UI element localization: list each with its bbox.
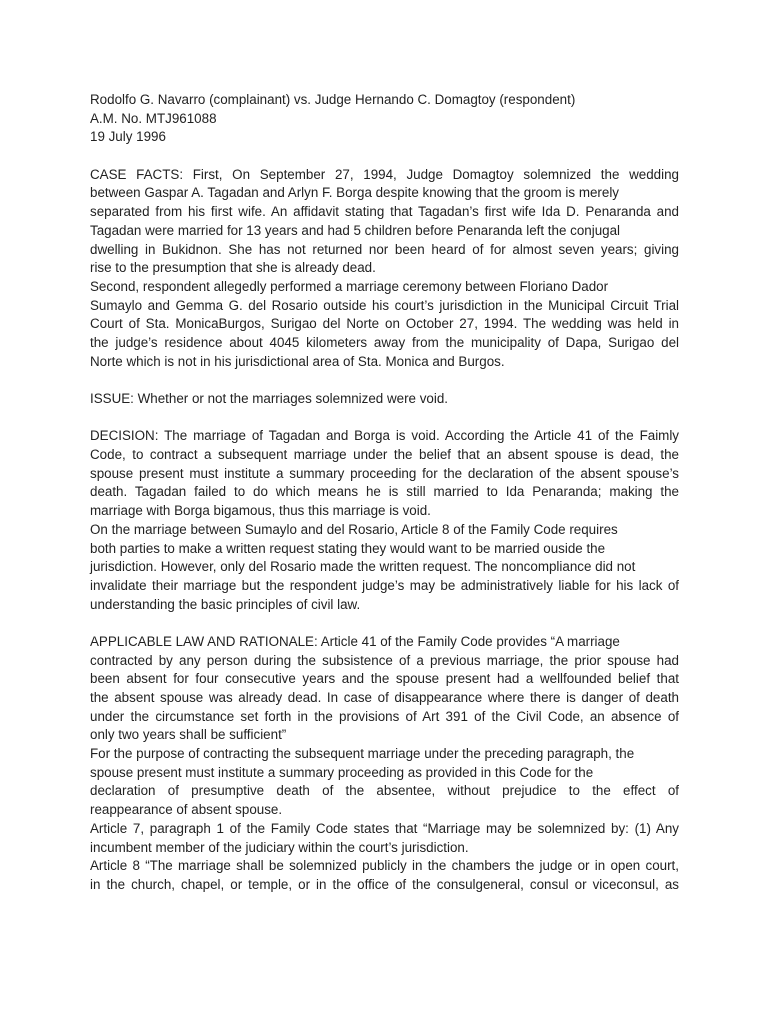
text-line: death. Tagadan failed to do which means he is still married to Ida Penaranda; making the bbox=[90, 484, 679, 500]
text-line: the absent spouse was already dead. In case of disappearance where there is danger of death bbox=[90, 690, 679, 705]
paragraph-gap bbox=[90, 371, 679, 390]
text-line: reappearance of absent spouse. bbox=[90, 802, 283, 818]
text-line: incumbent member of the judiciary within the court’s jurisdiction. bbox=[90, 839, 469, 855]
text-line: CASE FACTS: First, On September 27, 1994, Judge Domagtoy solemnized the wedding bbox=[90, 166, 679, 182]
document-body bbox=[90, 147, 679, 895]
text-line: marriage with Borga bigamous, thus this marriage is void. bbox=[90, 503, 431, 519]
case-header bbox=[90, 91, 679, 147]
paragraph-gap bbox=[90, 409, 679, 428]
paragraph-gap bbox=[90, 614, 679, 633]
text-line: understanding the basic principles of civil law. bbox=[90, 596, 361, 612]
case-date: 19 July 1996 bbox=[90, 129, 166, 145]
text-line: Second, respondent allegedly performed a marriage ceremony between Floriano Dador bbox=[90, 278, 609, 294]
text-line: Sumaylo and Gemma G. del Rosario outside his court’s jurisdiction in the Municipal Circuit Trial bbox=[90, 297, 679, 313]
text-line: only two years shall be sufficient” bbox=[90, 727, 287, 743]
paragraph-gap bbox=[90, 147, 679, 166]
text-line: APPLICABLE LAW AND RATIONALE: Article 41 of the Family Code provides “A marriage bbox=[90, 633, 620, 649]
text-line: invalidate their marriage but the respondent judge’s may be administratively liable for his lack of bbox=[90, 577, 679, 593]
text-line: Court of Sta. MonicaBurgos, Surigao del Norte on October 27, 1994. The wedding was held in bbox=[90, 316, 679, 332]
text-line: dwelling in Bukidnon. She has not returned nor been heard of for almost seven years; giving bbox=[90, 241, 679, 257]
text-line: contracted by any person during the subsistence of a previous marriage, the prior spouse had bbox=[90, 652, 679, 668]
case-number: A.M. No. MTJ961088 bbox=[90, 110, 217, 126]
text-line: spouse present must institute a summary proceeding for the declaration of the absent spouse’s bbox=[90, 465, 679, 481]
text-line: Article 7, paragraph 1 of the Family Code states that “Marriage may be solemnized by: (1) Any bbox=[90, 820, 679, 836]
text-line: For the purpose of contracting the subsequent marriage under the preceding paragraph, the bbox=[90, 746, 635, 762]
text-line: declaration of presumptive death of the absentee, without prejudice to the effect of bbox=[90, 783, 679, 799]
section-case-facts bbox=[90, 166, 679, 372]
text-line: both parties to make a written request stating they would want to be married ouside the bbox=[90, 540, 606, 556]
text-line: the judge’s residence about 4045 kilometers away from the municipality of Dapa, Surigao del bbox=[90, 334, 679, 350]
text-line: Article 8 “The marriage shall be solemnized publicly in the chambers the judge or in open court, bbox=[90, 858, 679, 874]
text-line: ISSUE: Whether or not the marriages solemnized were void. bbox=[90, 391, 448, 406]
text-line: under the circumstance set forth in the provisions of Art 391 of the Civil Code, an absence of bbox=[90, 708, 679, 724]
document-page bbox=[90, 91, 679, 895]
text-line: rise to the presumption that she is already dead. bbox=[90, 260, 376, 276]
text-line: separated from his first wife. An affidavit stating that Tagadan’s first wife Ida D. Penaranda and bbox=[90, 204, 679, 220]
text-line: On the marriage between Sumaylo and del Rosario, Article 8 of the Family Code requires bbox=[90, 521, 618, 537]
section-decision bbox=[90, 427, 679, 614]
text-line: Tagadan were married for 13 years and had 5 children before Penaranda left the conjugal bbox=[90, 222, 621, 238]
text-line: spouse present must institute a summary proceeding as provided in this Code for the bbox=[90, 764, 594, 780]
text-line: in the church, chapel, or temple, or in the office of the consulgeneral, consul or viceconsul, as bbox=[90, 876, 679, 892]
text-line: between Gaspar A. Tagadan and Arlyn F. Borga despite knowing that the groom is merely bbox=[90, 185, 619, 201]
section-issue bbox=[90, 390, 679, 409]
text-line: jurisdiction. However, only del Rosario made the written request. The noncompliance did not bbox=[90, 559, 636, 575]
text-line: been absent for four consecutive years and the spouse present had a wellfounded belief that bbox=[90, 671, 679, 687]
case-title: Rodolfo G. Navarro (complainant) vs. Judge Hernando C. Domagtoy (respondent) bbox=[90, 92, 576, 107]
text-line: Code, to contract a subsequent marriage under the belief that an absent spouse is dead, the bbox=[90, 447, 679, 463]
section-applicable-law bbox=[90, 633, 679, 895]
text-line: DECISION: The marriage of Tagadan and Borga is void. According the Article 41 of the Faimly bbox=[90, 428, 679, 444]
text-line: Norte which is not in his jurisdictional area of Sta. Monica and Burgos. bbox=[90, 353, 505, 369]
